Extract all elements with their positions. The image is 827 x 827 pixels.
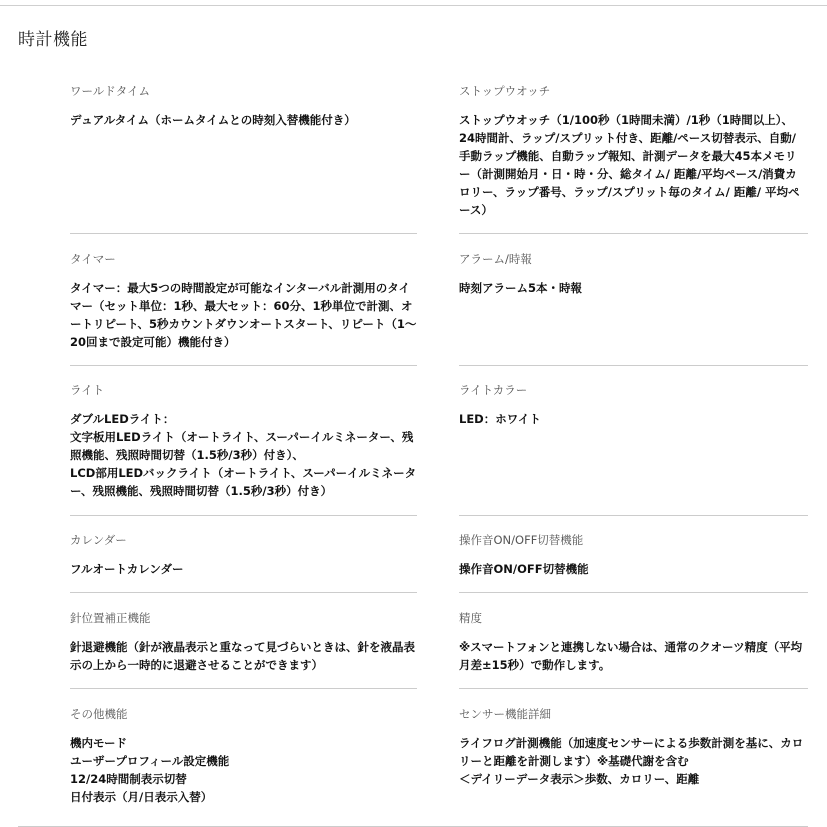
section-title: 時計機能 xyxy=(18,30,88,50)
spec-item-sensor-details xyxy=(459,706,808,788)
spec-item-world-time xyxy=(70,83,417,129)
spec-value: 針退避機能（針が液晶表示と重なって見づらいときは、針を液晶表示の上から一時的に退避させることができます） xyxy=(70,640,415,672)
row-divider xyxy=(459,515,808,516)
spec-value: タイマー：最大5つの時間設定が可能なインターバル計測用のタイマー（セット単位：1秒、最大セット：60分、1秒単位で計測、オートリピート、5秒カウントダウンオートスタート、リピート（1～20回まで設定可能）機能付き） xyxy=(70,281,417,349)
spec-item-calendar xyxy=(70,532,417,578)
spec-item-other-functions xyxy=(70,706,417,806)
spec-item-stopwatch xyxy=(459,83,808,219)
spec-label: その他機能 xyxy=(70,707,128,721)
spec-label: タイマー xyxy=(70,252,116,266)
row-divider xyxy=(459,592,808,593)
spec-label: アラーム/時報 xyxy=(459,252,532,266)
spec-value: LED：ホワイト xyxy=(459,412,541,426)
spec-label: ライト xyxy=(70,383,105,397)
row-divider xyxy=(459,365,808,366)
spec-item-light xyxy=(70,382,417,500)
spec-value: ダブルLEDライト： 文字板用LEDライト（オートライト、スーパーイルミネーター、残照機能、残照時間切替（1.5秒/3秒）付き）、 LCD部用LEDバックライト（オートライト、スーパーイルミネーター、残照機能、残照時間切替（1.5秒/3秒）付き） xyxy=(70,412,417,498)
spec-value: フルオートカレンダー xyxy=(70,562,184,576)
spec-value: 時刻アラーム5本・時報 xyxy=(459,281,583,295)
spec-item-hand-correction xyxy=(70,610,417,674)
spec-value: 操作音ON/OFF切替機能 xyxy=(459,562,589,576)
spec-label: 操作音ON/OFF切替機能 xyxy=(459,533,584,547)
row-divider xyxy=(70,688,417,689)
spec-label: ストップウオッチ xyxy=(459,84,551,98)
row-divider xyxy=(70,233,417,234)
spec-value: ライフログ計測機能（加速度センサーによる歩数計測を基に、カロリーと距離を計測します）※基礎代謝を含む ＜デイリーデータ表示＞歩数、カロリー、距離 xyxy=(459,736,804,786)
spec-label: ライトカラー xyxy=(459,383,528,397)
spec-label: 針位置補正機能 xyxy=(70,611,151,625)
spec-item-alarm xyxy=(459,251,808,297)
spec-item-accuracy xyxy=(459,610,808,674)
spec-value: デュアルタイム（ホームタイムとの時刻入替機能付き） xyxy=(70,113,356,127)
spec-label: カレンダー xyxy=(70,533,127,547)
spec-value: ストップウオッチ（1/100秒（1時間未満）/1秒（1時間以上）、24時間計、ラップ/スプリット付き、距離/ペース切替表示、自動/ 手動ラップ機能、自動ラップ報知、計測データを最大45本メモリー（計測開始月・日・時・分、総タイム/ 距離/平均ペース/消費カロリー、ラップ番号、ラップ/スプリット毎のタイム/ 距離/ 平均ペース） xyxy=(459,113,800,217)
spec-label: 精度 xyxy=(459,611,482,625)
spec-item-timer xyxy=(70,251,417,351)
spec-value: ※スマートフォンと連携しない場合は、通常のクオーツ精度（平均月差±15秒）で動作します。 xyxy=(459,640,803,672)
row-divider xyxy=(70,515,417,516)
spec-label: センサー機能詳細 xyxy=(459,707,551,721)
row-divider xyxy=(70,365,417,366)
spec-label: ワールドタイム xyxy=(70,84,151,98)
spec-item-sound-toggle xyxy=(459,532,808,578)
spec-value: 機内モード ユーザープロフィール設定機能 12/24時間制表示切替 日付表示（月/日表示入替） xyxy=(70,736,230,804)
spec-item-light-color xyxy=(459,382,808,428)
row-divider xyxy=(459,233,808,234)
row-divider xyxy=(459,688,808,689)
row-divider xyxy=(70,592,417,593)
